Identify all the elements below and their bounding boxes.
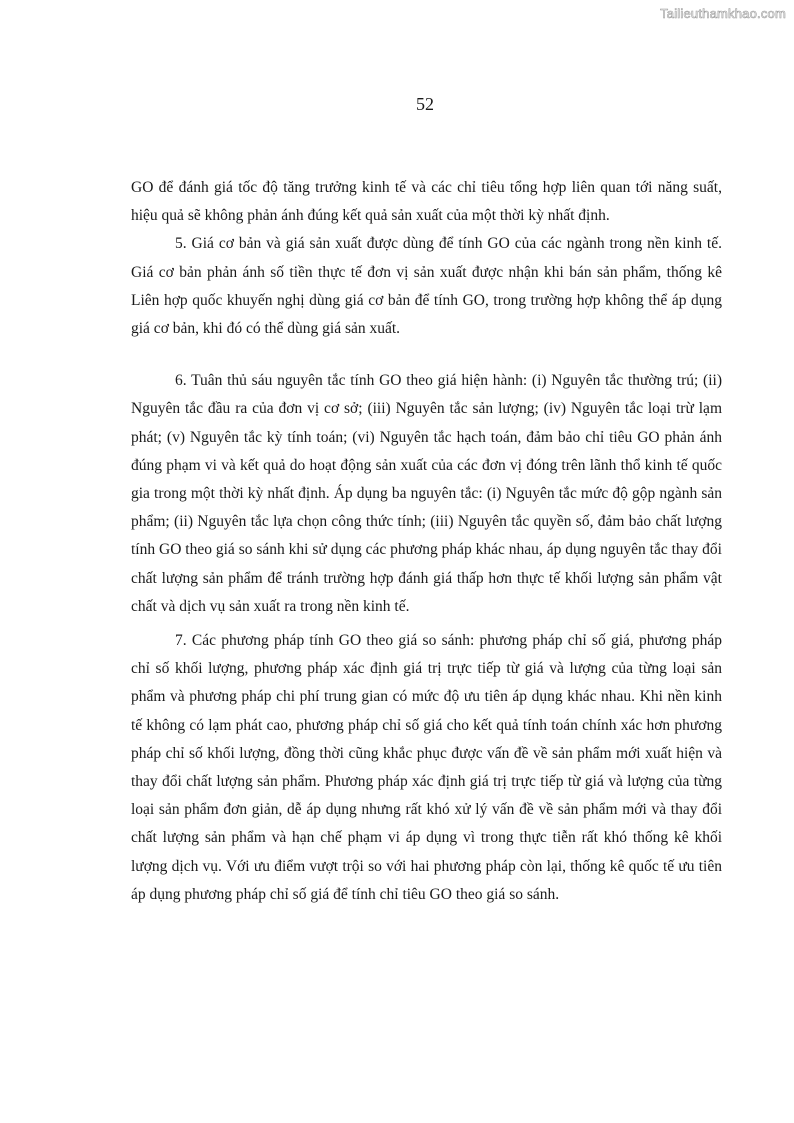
paragraph-item-7: 7. Các phương pháp tính GO theo giá so sánh: phương pháp chỉ số giá, phương pháp chỉ số khối lượng, phương pháp xác định giá trị trực tiếp từ giá và lượng của từng loại sản phẩm và phương pháp chi phí trung gian có mức độ ưu tiên áp dụng khác nhau. Khi nền kinh tế không có lạm phát cao, phương pháp chỉ số giá cho kết quả tính toán chính xác hơn phương pháp chỉ số khối lượng, đồng thời cũng khắc phục được vấn đề về sản phẩm mới xuất hiện và thay đổi chất lượng sản phẩm. Phương pháp xác định giá trị trực tiếp từ giá và lượng của từng loại sản phẩm đơn giản, dễ áp dụng nhưng rất khó xử lý vấn đề về sản phẩm mới và thay đổi chất lượng sản phẩm và hạn chế phạm vi áp dụng vì trong thực tiễn rất khó thống kê khối lượng dịch vụ. Với ưu điểm vượt trội so với hai phương pháp còn lại, thống kê quốc tế ưu tiên áp dụng phương pháp chỉ số giá để tính chỉ tiêu GO theo giá so sánh. [131,632,722,903]
watermark-text: Tailieuthamkhao.com [660,6,786,21]
paragraph-continuation: GO để đánh giá tốc độ tăng trưởng kinh tế và các chỉ tiêu tổng hợp liên quan tới năng suất, hiệu quả sẽ không phản ánh đúng kết quả sản xuất của một thời kỳ nhất định. [131,179,722,225]
paragraph-item-5: 5. Giá cơ bản và giá sản xuất được dùng để tính GO của các ngành trong nền kinh tế. Giá cơ bản phản ánh số tiền thực tế đơn vị sản xuất được nhận khi bán sản phẩm, thống kê Liên hợp quốc khuyến nghị dùng giá cơ bản để tính GO, trong trường hợp không thể áp dụng giá cơ bản, khi đó có thể dùng giá sản xuất. [131,235,722,338]
document-body [131,174,722,909]
paragraph-item-6: 6. Tuân thủ sáu nguyên tắc tính GO theo giá hiện hành: (i) Nguyên tắc thường trú; (ii) Nguyên tắc đầu ra của đơn vị cơ sở; (iii) Nguyên tắc sản lượng; (iv) Nguyên tắc loại trừ lạm phát; (v) Nguyên tắc kỳ tính toán; (vi) Nguyên tắc hạch toán, đảm bảo chỉ tiêu GO phản ánh đúng phạm vi và kết quả do hoạt động sản xuất của các đơn vị đóng trên lãnh thổ kinh tế quốc gia trong một thời kỳ nhất định. Áp dụng ba nguyên tắc: (i) Nguyên tắc mức độ gộp ngành sản phẩm; (ii) Nguyên tắc lựa chọn công thức tính; (iii) Nguyên tắc quyền số, đảm bảo chất lượng tính GO theo giá so sánh khi sử dụng các phương pháp khác nhau, áp dụng nguyên tắc thay đổi chất lượng sản phẩm để tránh trường hợp đánh giá thấp hơn thực tế khối lượng sản phẩm vật chất và dịch vụ sản xuất ra trong nền kinh tế. [131,372,722,615]
page-number: 52 [416,94,434,114]
